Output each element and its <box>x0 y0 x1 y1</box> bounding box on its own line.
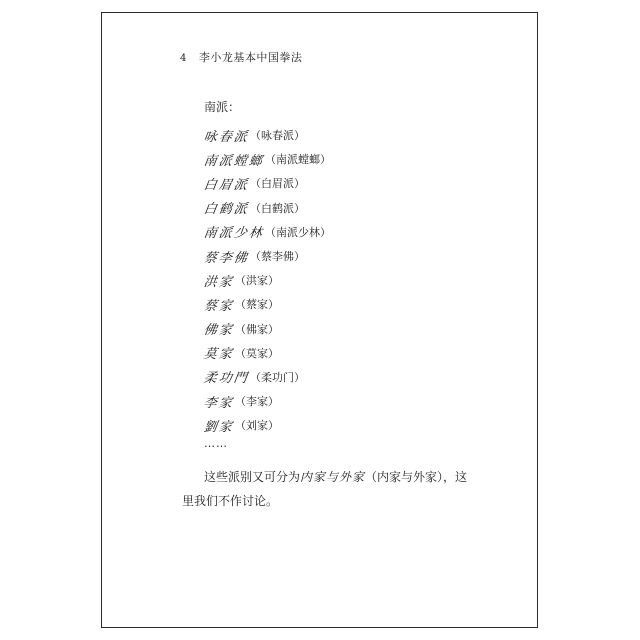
list-item <box>204 147 331 171</box>
handwritten-name: 柔功門 <box>202 371 250 387</box>
list-item <box>204 244 331 268</box>
list-item <box>204 196 331 220</box>
book-page <box>101 12 538 628</box>
list-item <box>204 220 331 244</box>
handwritten-name: 劉家 <box>202 419 235 435</box>
printed-name: （白眉派） <box>250 177 306 191</box>
list-item <box>204 292 331 316</box>
printed-name: （南派螳螂） <box>265 153 332 167</box>
list-item <box>204 389 331 413</box>
handwritten-name: 蔡李佛 <box>202 250 250 266</box>
printed-name: （佛家） <box>235 322 280 336</box>
list-item <box>204 268 331 292</box>
printed-name: （李家） <box>235 395 280 409</box>
list-ellipsis: …… <box>204 437 228 450</box>
list-item <box>204 413 331 437</box>
book-title: 李小龙基本中国拳法 <box>198 51 303 64</box>
section-title: 南派： <box>204 100 241 114</box>
paragraph-text: （内家与外家），这 <box>365 470 468 484</box>
handwritten-name: 蔡家 <box>202 298 235 314</box>
paragraph-line-1 <box>182 465 482 489</box>
list-item <box>204 123 331 147</box>
handwritten-name: 莫家 <box>202 347 235 363</box>
handwritten-inline: 内家与外家 <box>300 470 366 484</box>
handwritten-name: 洪家 <box>202 274 235 290</box>
body-paragraph <box>182 465 482 513</box>
handwritten-name: 白眉派 <box>202 177 250 193</box>
handwritten-name: 咏春派 <box>202 129 250 145</box>
handwritten-name: 南派少林 <box>202 226 265 242</box>
printed-name: （南派少林） <box>265 225 332 239</box>
handwritten-name: 佛家 <box>202 323 235 339</box>
printed-name: （蔡李佛） <box>250 250 306 264</box>
handwritten-name: 南派螳螂 <box>202 153 265 169</box>
handwritten-name: 白鹤派 <box>202 202 250 218</box>
paragraph-text: 这些派别又可分为 <box>204 470 301 484</box>
printed-name: （洪家） <box>235 274 280 288</box>
list-item <box>204 171 331 195</box>
printed-name: （蔡家） <box>235 298 280 312</box>
printed-name: （莫家） <box>235 346 280 360</box>
school-list <box>204 123 331 437</box>
printed-name: （柔功门） <box>250 370 306 384</box>
list-item <box>204 341 331 365</box>
printed-name: （咏春派） <box>250 129 306 143</box>
running-header <box>180 51 302 66</box>
handwritten-name: 李家 <box>202 395 235 411</box>
printed-name: （白鹤派） <box>250 201 306 215</box>
list-item <box>204 317 331 341</box>
printed-name: （刘家） <box>235 419 280 433</box>
list-item <box>204 365 331 389</box>
page-number: 4 <box>180 53 187 64</box>
paragraph-line-2: 里我们不作讨论。 <box>182 494 279 508</box>
